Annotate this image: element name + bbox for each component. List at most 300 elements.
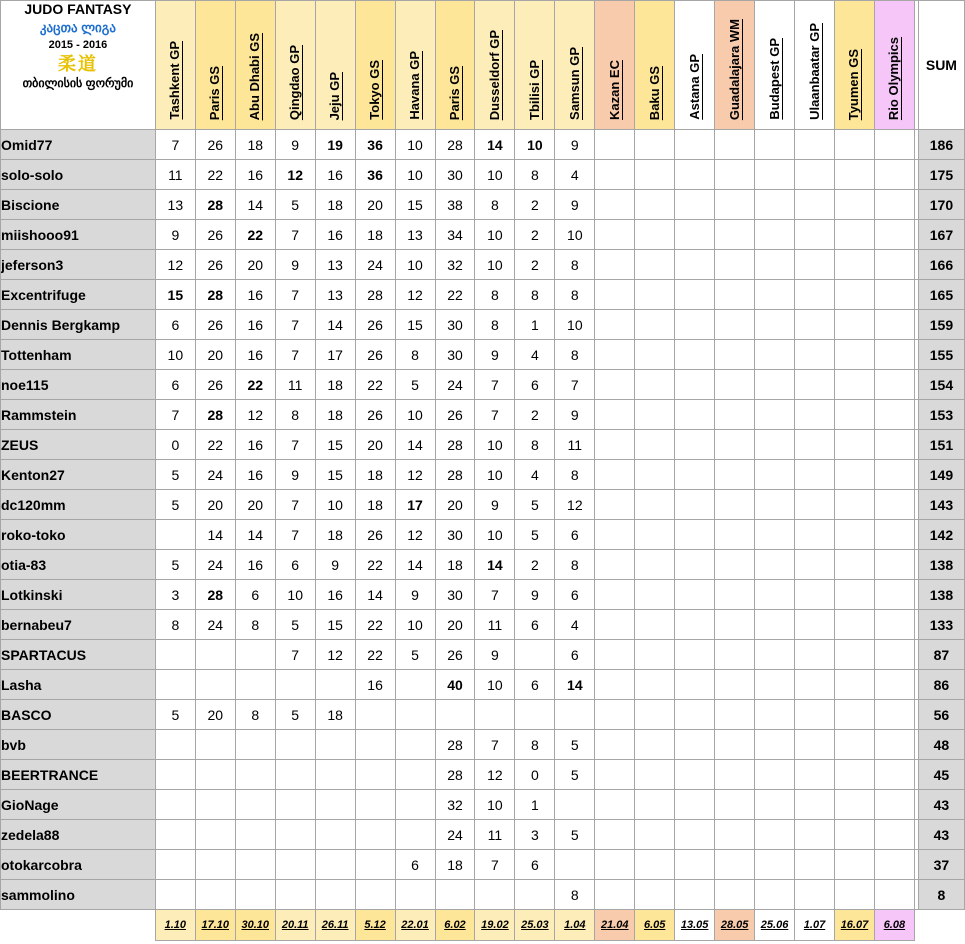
score-cell xyxy=(595,850,635,880)
event-header xyxy=(435,1,475,130)
score-cell: 8 xyxy=(555,340,595,370)
score-cell xyxy=(675,550,715,580)
score-cell xyxy=(715,220,755,250)
player-name: noe115 xyxy=(1,370,156,400)
score-cell: 22 xyxy=(235,370,275,400)
score-cell xyxy=(635,580,675,610)
score-cell xyxy=(834,760,874,790)
score-cell: 6 xyxy=(235,580,275,610)
score-cell: 5 xyxy=(275,700,315,730)
score-cell: 18 xyxy=(355,460,395,490)
score-cell xyxy=(715,580,755,610)
score-cell: 26 xyxy=(195,220,235,250)
score-cell: 10 xyxy=(475,520,515,550)
score-cell: 10 xyxy=(475,160,515,190)
score-cell xyxy=(595,670,635,700)
score-cell xyxy=(595,610,635,640)
score-cell xyxy=(675,700,715,730)
score-cell: 10 xyxy=(395,160,435,190)
score-cell xyxy=(595,880,635,910)
score-cell xyxy=(635,820,675,850)
score-cell xyxy=(795,190,835,220)
score-cell xyxy=(874,130,914,160)
score-cell xyxy=(874,820,914,850)
sum-cell: 138 xyxy=(918,550,964,580)
score-cell xyxy=(475,700,515,730)
score-cell: 1 xyxy=(515,310,555,340)
score-cell xyxy=(755,460,795,490)
score-cell xyxy=(195,850,235,880)
event-date: 30.10 xyxy=(235,910,275,941)
score-cell: 20 xyxy=(435,610,475,640)
score-cell xyxy=(834,730,874,760)
score-cell xyxy=(874,610,914,640)
score-cell xyxy=(715,370,755,400)
score-cell: 8 xyxy=(515,280,555,310)
score-cell xyxy=(355,880,395,910)
score-cell xyxy=(715,700,755,730)
score-cell: 10 xyxy=(475,430,515,460)
table-row xyxy=(1,610,965,640)
score-cell xyxy=(675,370,715,400)
score-cell xyxy=(755,700,795,730)
score-cell: 5 xyxy=(395,370,435,400)
score-cell: 2 xyxy=(515,220,555,250)
score-cell: 14 xyxy=(355,580,395,610)
score-cell xyxy=(595,370,635,400)
score-cell xyxy=(834,580,874,610)
score-cell: 10 xyxy=(475,460,515,490)
score-cell: 4 xyxy=(555,610,595,640)
player-name: otia-83 xyxy=(1,550,156,580)
score-cell xyxy=(635,310,675,340)
score-cell: 28 xyxy=(195,580,235,610)
score-cell xyxy=(355,820,395,850)
score-cell xyxy=(395,790,435,820)
score-cell: 12 xyxy=(555,490,595,520)
sum-cell: 175 xyxy=(918,160,964,190)
event-header xyxy=(275,1,315,130)
score-cell xyxy=(874,760,914,790)
score-cell xyxy=(874,160,914,190)
score-cell xyxy=(675,160,715,190)
score-cell: 9 xyxy=(475,490,515,520)
event-header xyxy=(475,1,515,130)
score-cell xyxy=(715,340,755,370)
score-cell: 3 xyxy=(155,580,195,610)
score-cell: 22 xyxy=(355,610,395,640)
event-date: 26.11 xyxy=(315,910,355,941)
score-cell: 28 xyxy=(435,760,475,790)
score-cell: 11 xyxy=(475,610,515,640)
score-cell xyxy=(635,850,675,880)
table-row xyxy=(1,550,965,580)
score-cell: 6 xyxy=(555,520,595,550)
score-cell xyxy=(675,820,715,850)
score-cell xyxy=(555,700,595,730)
score-cell: 8 xyxy=(555,250,595,280)
score-cell xyxy=(275,790,315,820)
sum-cell: 138 xyxy=(918,580,964,610)
score-cell: 16 xyxy=(235,340,275,370)
score-cell: 28 xyxy=(195,280,235,310)
score-cell: 20 xyxy=(195,340,235,370)
sum-cell: 48 xyxy=(918,730,964,760)
score-cell xyxy=(315,880,355,910)
score-cell xyxy=(715,790,755,820)
score-cell: 11 xyxy=(555,430,595,460)
score-cell xyxy=(715,760,755,790)
score-cell: 30 xyxy=(435,520,475,550)
score-cell: 16 xyxy=(315,220,355,250)
score-cell xyxy=(595,340,635,370)
score-cell: 10 xyxy=(275,580,315,610)
score-cell xyxy=(235,670,275,700)
empty-cell xyxy=(918,910,964,941)
score-cell xyxy=(435,880,475,910)
score-cell: 9 xyxy=(555,130,595,160)
table-row xyxy=(1,130,965,160)
sum-cell: 159 xyxy=(918,310,964,340)
score-cell: 10 xyxy=(395,400,435,430)
score-cell xyxy=(675,640,715,670)
score-cell: 12 xyxy=(235,400,275,430)
score-cell: 7 xyxy=(275,430,315,460)
score-cell xyxy=(755,310,795,340)
score-cell: 9 xyxy=(555,190,595,220)
score-cell: 38 xyxy=(435,190,475,220)
score-cell: 5 xyxy=(555,760,595,790)
score-cell xyxy=(595,220,635,250)
score-cell: 9 xyxy=(395,580,435,610)
score-cell xyxy=(715,130,755,160)
score-cell xyxy=(595,430,635,460)
score-cell: 22 xyxy=(355,550,395,580)
score-cell xyxy=(595,760,635,790)
sum-cell: 43 xyxy=(918,820,964,850)
score-cell xyxy=(795,280,835,310)
score-cell: 6 xyxy=(515,850,555,880)
score-cell: 9 xyxy=(315,550,355,580)
event-name: Astana GP xyxy=(686,54,702,120)
score-cell xyxy=(675,280,715,310)
score-cell: 8 xyxy=(555,880,595,910)
score-cell xyxy=(635,130,675,160)
score-cell: 9 xyxy=(475,640,515,670)
score-cell: 12 xyxy=(395,460,435,490)
score-cell xyxy=(755,160,795,190)
header-row xyxy=(1,1,965,130)
score-cell: 16 xyxy=(235,280,275,310)
score-cell xyxy=(675,460,715,490)
score-cell xyxy=(715,490,755,520)
score-cell: 7 xyxy=(275,220,315,250)
score-cell xyxy=(675,340,715,370)
score-cell xyxy=(195,790,235,820)
score-cell: 7 xyxy=(475,730,515,760)
event-date: 1.10 xyxy=(155,910,195,941)
score-cell xyxy=(275,820,315,850)
score-cell: 26 xyxy=(195,310,235,340)
score-cell xyxy=(315,790,355,820)
score-cell: 28 xyxy=(355,280,395,310)
score-cell: 6 xyxy=(395,850,435,880)
score-cell: 26 xyxy=(195,250,235,280)
event-name: Baku GS xyxy=(646,65,662,120)
event-header xyxy=(635,1,675,130)
score-cell xyxy=(874,460,914,490)
event-date: 6.02 xyxy=(435,910,475,941)
player-name: Dennis Bergkamp xyxy=(1,310,156,340)
score-cell: 17 xyxy=(315,340,355,370)
score-cell: 5 xyxy=(395,640,435,670)
score-cell xyxy=(155,820,195,850)
score-cell: 6 xyxy=(555,580,595,610)
season-label: 2015 - 2016 xyxy=(48,39,108,51)
event-header xyxy=(395,1,435,130)
score-cell: 8 xyxy=(155,610,195,640)
score-cell xyxy=(755,670,795,700)
score-cell xyxy=(395,760,435,790)
score-cell: 22 xyxy=(435,280,475,310)
score-cell xyxy=(795,610,835,640)
player-name: Tottenham xyxy=(1,340,156,370)
event-date: 25.06 xyxy=(755,910,795,941)
player-name: bernabeu7 xyxy=(1,610,156,640)
score-cell: 9 xyxy=(155,220,195,250)
event-name: Tashkent GP xyxy=(167,41,183,120)
score-cell xyxy=(715,610,755,640)
score-cell: 5 xyxy=(155,700,195,730)
sum-cell: 87 xyxy=(918,640,964,670)
score-cell: 36 xyxy=(355,160,395,190)
score-cell: 3 xyxy=(515,820,555,850)
score-cell: 12 xyxy=(155,250,195,280)
event-name: Tokyo GS xyxy=(367,60,383,120)
player-name: Excentrifuge xyxy=(1,280,156,310)
score-cell: 14 xyxy=(395,430,435,460)
score-cell: 12 xyxy=(475,760,515,790)
score-cell: 7 xyxy=(275,340,315,370)
event-name: Abu Dhabi GS xyxy=(247,32,263,120)
score-cell: 16 xyxy=(315,580,355,610)
score-cell: 22 xyxy=(195,160,235,190)
score-cell: 14 xyxy=(235,190,275,220)
score-cell: 14 xyxy=(315,310,355,340)
score-cell xyxy=(635,400,675,430)
score-cell xyxy=(755,850,795,880)
player-name: sammolino xyxy=(1,880,156,910)
score-cell xyxy=(755,820,795,850)
score-cell xyxy=(595,580,635,610)
sum-cell: 155 xyxy=(918,340,964,370)
score-cell: 26 xyxy=(355,310,395,340)
score-cell xyxy=(635,520,675,550)
score-cell: 10 xyxy=(475,250,515,280)
score-cell xyxy=(795,760,835,790)
score-cell: 6 xyxy=(555,640,595,670)
score-cell: 13 xyxy=(315,280,355,310)
score-cell xyxy=(755,760,795,790)
score-cell: 10 xyxy=(395,130,435,160)
score-cell xyxy=(874,340,914,370)
score-cell xyxy=(715,850,755,880)
score-cell xyxy=(755,370,795,400)
event-header xyxy=(355,1,395,130)
score-cell: 28 xyxy=(195,190,235,220)
score-cell: 14 xyxy=(475,130,515,160)
score-cell xyxy=(795,340,835,370)
score-cell: 22 xyxy=(355,640,395,670)
score-cell xyxy=(874,400,914,430)
score-cell: 14 xyxy=(395,550,435,580)
table-row xyxy=(1,400,965,430)
score-cell: 28 xyxy=(435,130,475,160)
score-cell xyxy=(755,610,795,640)
score-cell xyxy=(235,640,275,670)
score-cell: 11 xyxy=(155,160,195,190)
player-name: otokarcobra xyxy=(1,850,156,880)
score-cell xyxy=(595,730,635,760)
score-cell: 20 xyxy=(195,700,235,730)
score-cell: 8 xyxy=(515,160,555,190)
score-cell: 10 xyxy=(475,220,515,250)
event-date: 1.07 xyxy=(795,910,835,941)
sum-cell: 86 xyxy=(918,670,964,700)
score-cell: 20 xyxy=(355,190,395,220)
player-name: Kenton27 xyxy=(1,460,156,490)
score-cell xyxy=(755,550,795,580)
score-cell: 24 xyxy=(355,250,395,280)
score-cell: 10 xyxy=(555,220,595,250)
event-name: Ulaanbaatar GP xyxy=(806,23,822,120)
score-cell xyxy=(834,340,874,370)
score-cell xyxy=(635,250,675,280)
table-row xyxy=(1,490,965,520)
score-cell: 6 xyxy=(155,370,195,400)
score-cell xyxy=(675,580,715,610)
table-row xyxy=(1,730,965,760)
event-header xyxy=(795,1,835,130)
score-cell xyxy=(715,460,755,490)
score-cell: 10 xyxy=(515,130,555,160)
score-cell xyxy=(715,280,755,310)
score-cell xyxy=(834,820,874,850)
score-cell: 9 xyxy=(475,340,515,370)
score-cell: 26 xyxy=(435,400,475,430)
score-cell: 15 xyxy=(155,280,195,310)
score-cell: 0 xyxy=(515,760,555,790)
score-cell xyxy=(874,640,914,670)
score-cell xyxy=(834,640,874,670)
score-cell xyxy=(795,310,835,340)
score-cell xyxy=(834,250,874,280)
score-cell: 26 xyxy=(355,340,395,370)
player-name: roko-toko xyxy=(1,520,156,550)
score-cell: 5 xyxy=(515,520,555,550)
event-header xyxy=(555,1,595,130)
score-cell xyxy=(155,670,195,700)
score-cell: 6 xyxy=(515,610,555,640)
sum-cell: 142 xyxy=(918,520,964,550)
score-cell: 26 xyxy=(435,640,475,670)
score-cell xyxy=(834,790,874,820)
score-cell: 7 xyxy=(475,370,515,400)
score-cell xyxy=(795,430,835,460)
event-header xyxy=(235,1,275,130)
score-cell: 16 xyxy=(235,550,275,580)
score-cell xyxy=(715,670,755,700)
score-cell: 10 xyxy=(555,310,595,340)
score-cell xyxy=(795,130,835,160)
score-cell xyxy=(795,640,835,670)
event-date: 6.05 xyxy=(635,910,675,941)
sum-cell: 8 xyxy=(918,880,964,910)
score-cell: 18 xyxy=(315,700,355,730)
score-cell xyxy=(675,760,715,790)
score-cell: 18 xyxy=(355,490,395,520)
table-row xyxy=(1,760,965,790)
score-cell: 22 xyxy=(355,370,395,400)
score-cell: 16 xyxy=(235,460,275,490)
player-name: dc120mm xyxy=(1,490,156,520)
score-cell xyxy=(795,160,835,190)
score-cell: 9 xyxy=(515,580,555,610)
score-cell xyxy=(755,400,795,430)
table-row xyxy=(1,670,965,700)
score-cell xyxy=(595,460,635,490)
score-cell xyxy=(834,550,874,580)
event-name: Havana GP xyxy=(407,51,423,120)
score-cell: 5 xyxy=(515,490,555,520)
score-cell: 8 xyxy=(555,460,595,490)
player-name: ZEUS xyxy=(1,430,156,460)
sum-cell: 167 xyxy=(918,220,964,250)
score-cell xyxy=(355,850,395,880)
score-cell xyxy=(595,640,635,670)
score-cell: 7 xyxy=(555,370,595,400)
score-cell xyxy=(155,790,195,820)
score-cell xyxy=(795,250,835,280)
score-cell: 32 xyxy=(435,790,475,820)
score-cell xyxy=(675,670,715,700)
event-name: Samsun GP xyxy=(566,47,582,120)
score-cell xyxy=(675,610,715,640)
score-cell xyxy=(635,430,675,460)
player-name: zedela88 xyxy=(1,820,156,850)
table-row xyxy=(1,880,965,910)
score-cell xyxy=(595,190,635,220)
score-cell: 30 xyxy=(435,340,475,370)
score-cell: 8 xyxy=(555,280,595,310)
score-cell xyxy=(755,190,795,220)
score-cell: 13 xyxy=(155,190,195,220)
score-cell xyxy=(635,790,675,820)
score-cell: 15 xyxy=(315,460,355,490)
score-cell xyxy=(715,550,755,580)
score-cell xyxy=(874,550,914,580)
score-cell: 5 xyxy=(555,820,595,850)
score-cell: 1 xyxy=(515,790,555,820)
score-cell xyxy=(315,760,355,790)
sum-cell: 154 xyxy=(918,370,964,400)
score-cell: 20 xyxy=(235,490,275,520)
score-cell xyxy=(675,130,715,160)
score-cell xyxy=(675,220,715,250)
score-cell xyxy=(635,700,675,730)
score-cell xyxy=(635,490,675,520)
score-cell xyxy=(515,640,555,670)
